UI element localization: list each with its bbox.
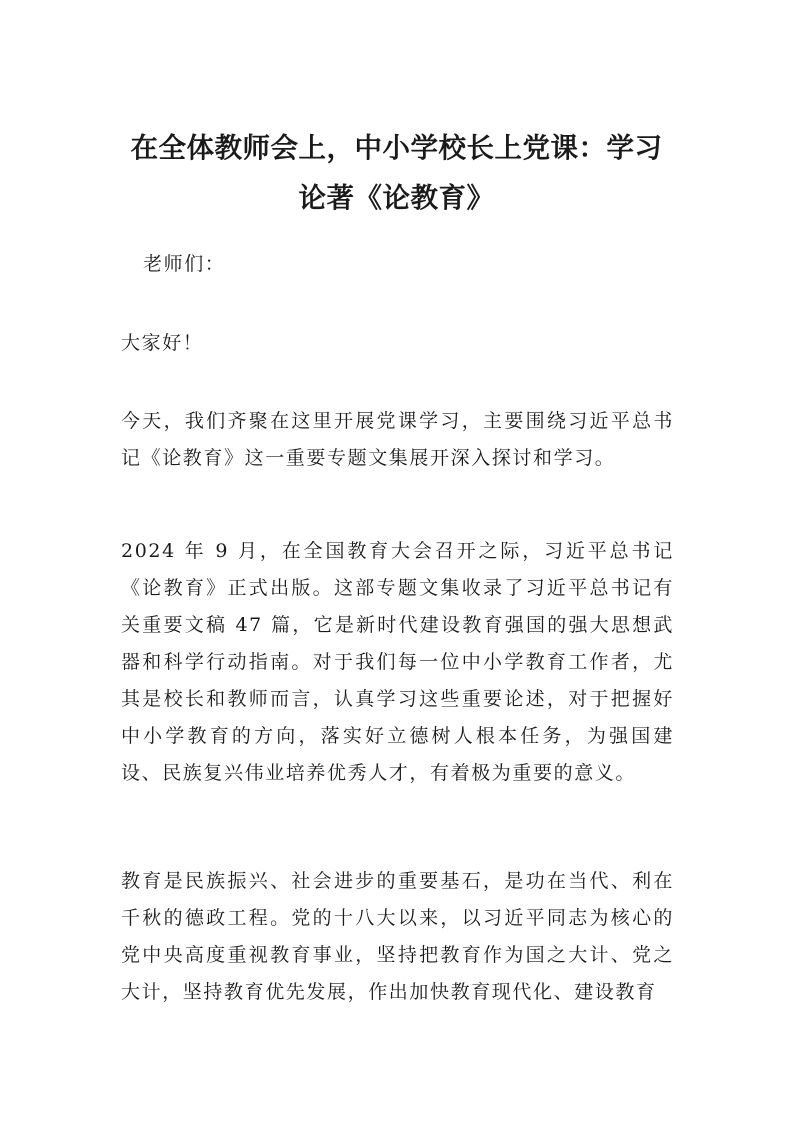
title-line-1: 在全体教师会上，中小学校长上党课：学习 [130,132,663,164]
salutation: 老师们： [143,253,226,275]
paragraph-1: 今天，我们齐聚在这里开展党课学习，主要围绕习近平总书记《论教育》这一重要专题文集展开深入探讨和学习。 [121,410,674,469]
title-line-2: 论著《论教育》 [298,182,495,214]
paragraph-3: 教育是民族振兴、社会进步的重要基石，是功在当代、利在千秋的德政工程。党的十八大以来，以习近平同志为核心的党中央高度重视教育事业，坚持把教育作为国之大计、党之大计，坚持教育优先发展，作出加快教育现代化、建设教育 [121,870,674,1003]
greeting: 大家好！ [121,332,204,354]
paragraph-2: 2024 年 9 月，在全国教育大会召开之际，习近平总书记《论教育》正式出版。这部专题文集收录了习近平总书记有关重要文稿 47 篇，它是新时代建设教育强国的强大思想武器和科学行动指南。对于我们每一位中小学教育工作者，尤其是校长和教师而言，认真学习这些重要论述，对于把握好中小学教育的方向，落实好立德树人根本任务，为强国建设、民族复兴伟业培养优秀人才，有着极为重要的意义。 [121,540,674,784]
document-title [110,123,683,223]
